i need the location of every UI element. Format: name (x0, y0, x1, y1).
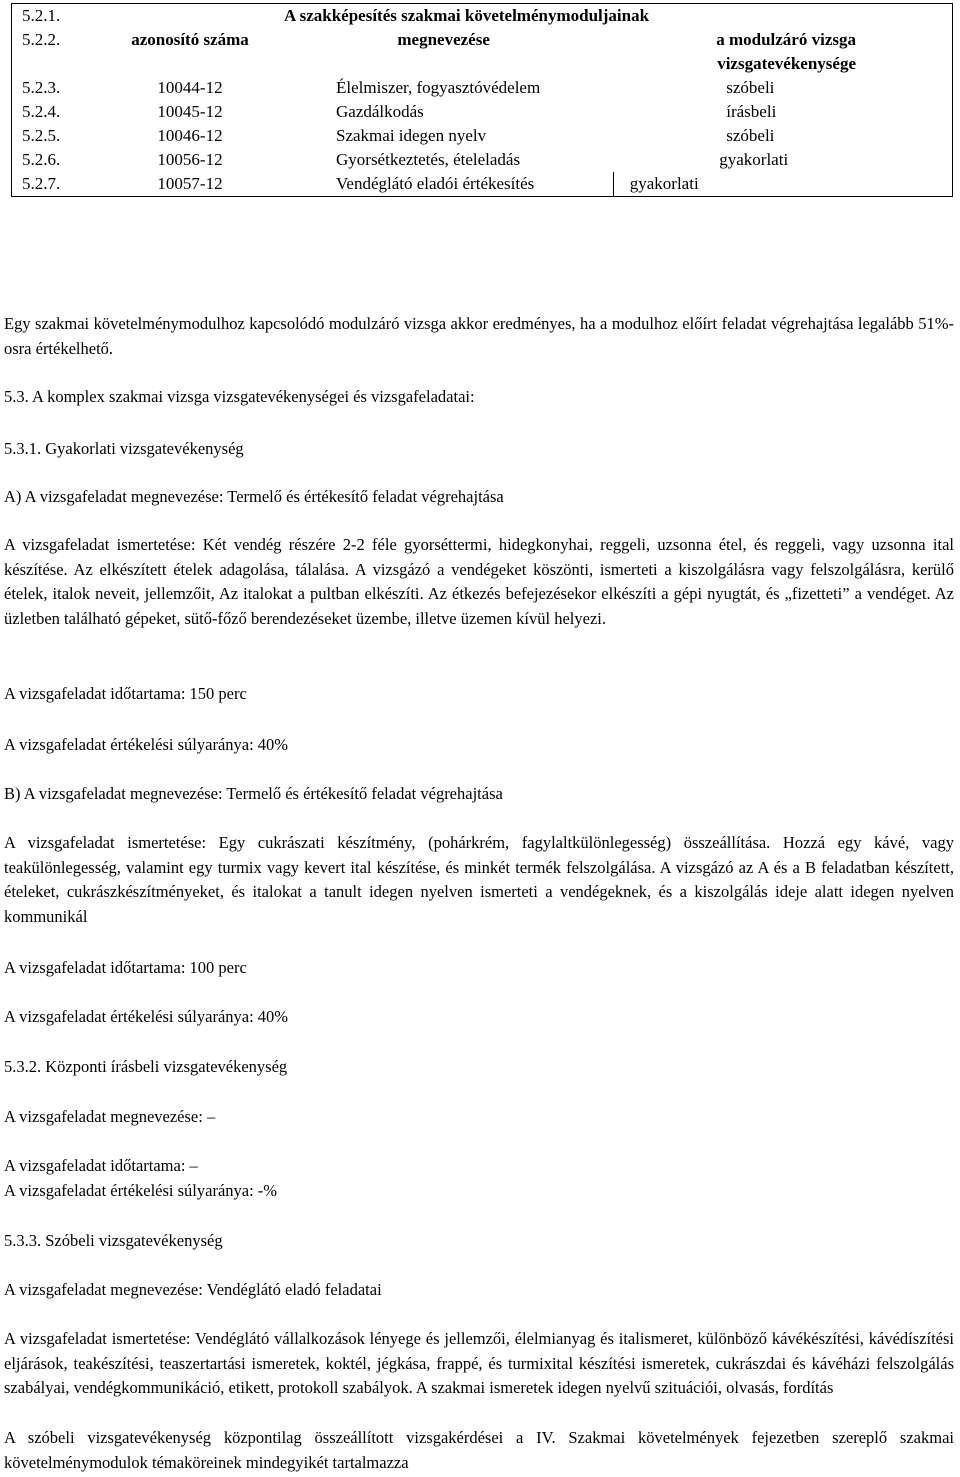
task-a-description: A vizsgafeladat ismertetése: Két vendég részére 2-2 féle gyorséttermi, hidegkonyhai, reggeli, uzsonna étel, és reggeli, vagy uzsonna ital készítése. Az elkészített ételek adagolása, tálalása. A vizsgázó a vendégeket köszönti, ismerteti a kiszolgálásra vagy felszolgálásra, kerülő ételek, italok neveit, jellemzőit, Az italokat a pultban elkészíti. Az étkezés befejezésekor elkészíti a gépi nyugtát, és „fizetteti” a vendéget. Az üzletben található gépeket, sütő-főző berendezéseket üzembe, illetve üzemen kívül helyezi. (4, 535, 954, 628)
table-heading: A szakképesítés szakmai követelménymoduljainak (284, 6, 650, 25)
task-b-weight: A vizsgafeladat értékelési súlyaránya: 40% (4, 1007, 289, 1026)
module-requirements-table (11, 3, 953, 197)
row-number: 5.2.3. (22, 78, 61, 97)
module-code: 10045-12 (157, 102, 223, 121)
column-header-name: megnevezése (397, 30, 490, 49)
module-exam: gyakorlati (613, 172, 952, 197)
task-c-title: A vizsgafeladat megnevezése: – (4, 1107, 216, 1126)
section-heading-5-3-2: 5.3.2. Központi írásbeli vizsgatevékenység (4, 1057, 288, 1076)
task-b-title: B) A vizsgafeladat megnevezése: Termelő és értékesítő feladat végrehajtása (4, 784, 503, 803)
column-header-code: azonosító száma (131, 30, 249, 49)
paragraph-module-result: Egy szakmai követelménymodulhoz kapcsolódó modulzáró vizsga akkor eredményes, ha a modulhoz előírt feladat végrehajtása legalább 51%-osra értékelhető. (4, 314, 954, 358)
task-d-description: A vizsgafeladat ismertetése: Vendéglátó vállalkozások lényege és jellemzői, élelmianyag és italismeret, különböző kávékészítési, kávédíszítési eljárások, teakészítési, teaszertartási ismeretek, koktél, jégkása, frappé, és turmixital készítési ismeretek, cukrászdai és kávéházi felszolgálás szabályai, vendégkommunikáció, etikett, protokoll szabályok. A szakmai ismeretek idegen nyelvű szituációi, olvasás, fordítás (4, 1329, 954, 1397)
table-row (12, 76, 953, 100)
module-code: 10046-12 (157, 126, 223, 145)
task-b-duration: A vizsgafeladat időtartama: 100 perc (4, 958, 247, 977)
task-d-title: A vizsgafeladat megnevezése: Vendéglátó eladó feladatai (4, 1280, 382, 1299)
task-b-description: A vizsgafeladat ismertetése: Egy cukrászati készítmény, (pohárkrém, fagylaltkülönlegesség) összeállítása. Hozzá egy kávé, vagy teakülönlegesség, valamint egy turmix vagy kevert ital készítése, és minkét termék felszolgálása. A vizsgázó az A és a B feladatban készített, ételeket, cukrászkészítményeket, és italokat a tanult idegen nyelven ismerteti a vendégeknek, és a kiszolgálás ideje alatt idegen nyelven kommunikál (4, 833, 954, 926)
module-exam: írásbeli (726, 102, 777, 121)
task-c-weight: A vizsgafeladat értékelési súlyaránya: -% (4, 1181, 278, 1200)
module-code: 10044-12 (157, 78, 223, 97)
module-exam: szóbeli (726, 78, 775, 97)
section-heading-5-3-3: 5.3.3. Szóbeli vizsgatevékenység (4, 1231, 223, 1250)
task-a-weight: A vizsgafeladat értékelési súlyaránya: 40% (4, 735, 289, 754)
row-number: 5.2.4. (22, 102, 61, 121)
table-row (12, 28, 953, 76)
module-name: Vendéglátó eladói értékesítés (336, 174, 535, 193)
row-number: 5.2.7. (22, 174, 61, 193)
table-row (12, 100, 953, 124)
table-row (12, 4, 953, 29)
section-heading-5-3-1: 5.3.1. Gyakorlati vizsgatevékenység (4, 439, 244, 458)
row-number: 5.2.6. (22, 150, 61, 169)
task-c-duration: A vizsgafeladat időtartama: – (4, 1156, 198, 1175)
section-title-5-3: 5.3. A komplex szakmai vizsga vizsgatevékenységei és vizsgafeladatai: (4, 387, 475, 406)
module-name: Szakmai idegen nyelv (336, 126, 487, 145)
row-number: 5.2.2. (22, 30, 61, 49)
module-code: 10056-12 (157, 150, 223, 169)
module-exam: szóbeli (726, 126, 775, 145)
row-number: 5.2.5. (22, 126, 61, 145)
module-name: Gyorsétkeztetés, ételeladás (336, 150, 521, 169)
task-a-duration: A vizsgafeladat időtartama: 150 perc (4, 684, 247, 703)
module-code: 10057-12 (157, 174, 223, 193)
table-row (12, 124, 953, 148)
task-d-description-2: A szóbeli vizsgatevékenység központilag összeállított vizsgakérdései a IV. Szakmai követelmények fejezetben szereplő szakmai követelménymodulok témaköreinek mindegyikét tartalmazza (4, 1428, 954, 1472)
module-exam: gyakorlati (719, 150, 789, 169)
table-row (12, 172, 953, 197)
column-header-exam: a modulzáró vizsga vizsgatevékenysége (716, 30, 856, 73)
task-a-title: A) A vizsgafeladat megnevezése: Termelő és értékesítő feladat végrehajtása (4, 487, 504, 506)
module-name: Élelmiszer, fogyasztóvédelem (336, 78, 541, 97)
row-number: 5.2.1. (22, 6, 61, 25)
module-name: Gazdálkodás (336, 102, 424, 121)
table-row (12, 148, 953, 172)
